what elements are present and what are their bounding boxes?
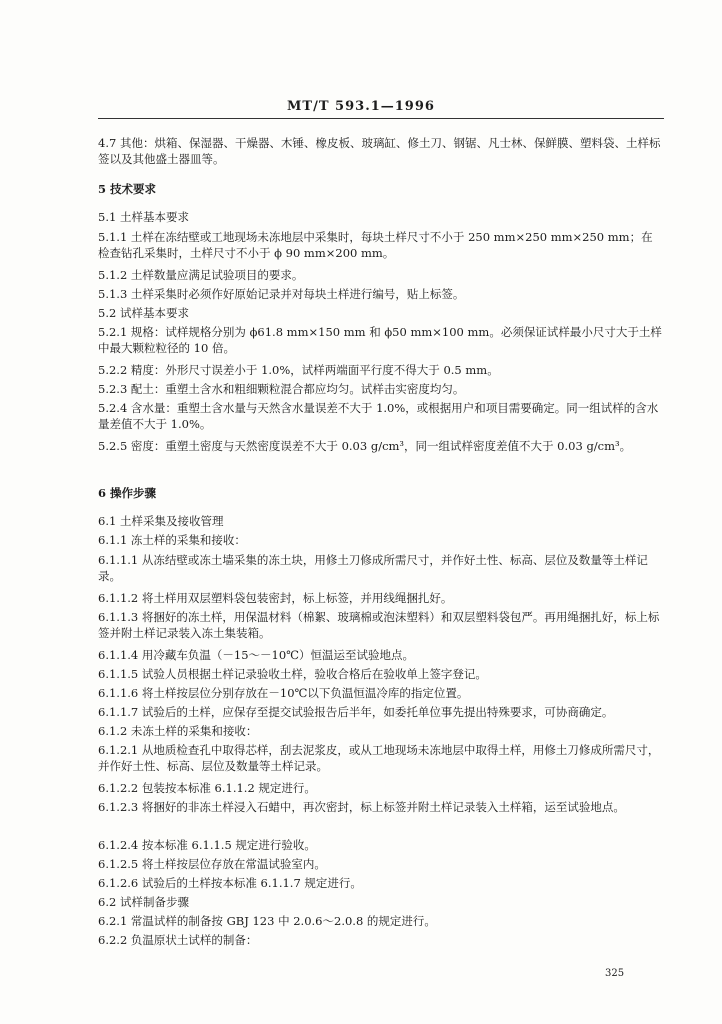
para-5-2-4: 5.2.4 含水量：重塑土含水量与天然含水量误差不大于 1.0%，或根据用户和项目需要确定。同一组试样的含水量差值不大于 1.0%。 — [98, 401, 659, 431]
para-5-2-5: 5.2.5 密度：重塑土密度与天然密度误差不大于 0.03 g/cm³，同一组试样密度差值不大于 0.03 g/cm³。 — [98, 439, 632, 453]
para-6-1-2-6: 6.1.2.6 试验后的土样按本标准 6.1.1.7 规定进行。 — [98, 876, 362, 890]
standard-header: MT/T 593.1—1996 — [287, 99, 435, 114]
heading-6-1: 6.1 土样采集及接收管理 — [98, 514, 224, 528]
page-number: 325 — [605, 968, 625, 979]
para-5-1-3: 5.1.3 土样采集时必须作好原始记录并对每块土样进行编号，贴上标签。 — [98, 287, 465, 301]
para-6-1-2-4: 6.1.2.4 按本标准 6.1.1.5 规定进行验收。 — [98, 838, 316, 852]
para-6-1-1-7: 6.1.1.7 试验后的土样，应保存至提交试验报告后半年，如委托单位事先提出特殊要求，可协商确定。 — [98, 705, 614, 719]
para-5-2-3: 5.2.3 配土：重塑土含水和粗细颗粒混合都应均匀。试样击实密度均匀。 — [98, 382, 465, 396]
heading-5: 5 技术要求 — [98, 182, 157, 196]
para-6-1-2-1: 6.1.2.1 从地质检查孔中取得芯样，刮去泥浆皮，或从工地现场未冻地层中取得土样，用修土刀修成所需尺寸，并作好土性、标高、层位及数量等土样记录。 — [98, 743, 660, 773]
para-6-1-1-5: 6.1.1.5 试验人员根据土样记录验收土样，验收合格后在验收单上签字登记。 — [98, 667, 487, 681]
para-6-1-1-1: 6.1.1.1 从冻结壁或冻土墙采集的冻土块，用修土刀修成所需尺寸，并作好土性、标高、层位及数量等土样记录。 — [98, 553, 648, 583]
para-6-1-1-2: 6.1.1.2 将土样用双层塑料袋包装密封，标上标签，并用线绳捆扎好。 — [98, 591, 453, 605]
para-6-1-2-5: 6.1.2.5 将土样按层位存放在常温试验室内。 — [98, 857, 326, 871]
heading-6: 6 操作步骤 — [98, 486, 157, 500]
heading-6-1-1: 6.1.1 冻土样的采集和接收： — [98, 533, 246, 547]
para-6-1-2-2: 6.1.2.2 包装按本标准 6.1.1.2 规定进行。 — [98, 781, 316, 795]
heading-6-2: 6.2 试样制备步骤 — [98, 895, 189, 909]
heading-6-1-2: 6.1.2 未冻土样的采集和接收： — [98, 724, 258, 738]
para-5-2-2: 5.2.2 精度：外形尺寸误差小于 1.0%，试样两端面平行度不得大于 0.5 mm。 — [98, 363, 499, 377]
para-5-1-1: 5.1.1 土样在冻结壁或工地现场未冻地层中采集时，每块土样尺寸不小于 250 mm×250 mm×250 mm；在检查钻孔采集时，土样尺寸不小于 ϕ 90 mm×200 mm。 — [98, 230, 653, 260]
para-6-1-1-4: 6.1.1.4 用冷藏车负温（－15～－10℃）恒温运至试验地点。 — [98, 648, 415, 662]
para-5-1-2: 5.1.2 土样数量应满足试验项目的要求。 — [98, 268, 304, 282]
para-6-1-2-3: 6.1.2.3 将捆好的非冻土样浸入石蜡中，再次密封，标上标签并附土样记录装入土样箱，运至试验地点。 — [98, 800, 625, 814]
para-6-1-1-3: 6.1.1.3 将捆好的冻土样，用保温材料（棉絮、玻璃棉或泡沫塑料）和双层塑料袋包严。再用绳捆扎好，标上标签并附土样记录装入冻土集装箱。 — [98, 610, 660, 640]
para-4-7: 4.7 其他：烘箱、保湿器、干燥器、木锤、橡皮板、玻璃缸、修土刀、钢锯、凡士林、保鲜膜、塑料袋、土样标签以及其他盛土器皿等。 — [98, 136, 661, 166]
header-rule — [98, 118, 664, 119]
para-6-1-1-6: 6.1.1.6 将土样按层位分别存放在－10℃以下负温恒温冷库的指定位置。 — [98, 686, 469, 700]
heading-5-2: 5.2 试样基本要求 — [98, 306, 189, 320]
heading-5-1: 5.1 土样基本要求 — [98, 210, 189, 224]
para-5-2-1: 5.2.1 规格：试样规格分别为 ϕ61.8 mm×150 mm 和 ϕ50 mm×100 mm。必须保证试样最小尺寸大于土样中最大颗粒粒径的 10 倍。 — [98, 325, 662, 355]
para-6-2-2: 6.2.2 负温原状土试样的制备： — [98, 933, 258, 947]
para-6-2-1: 6.2.1 常温试样的制备按 GBJ 123 中 2.0.6～2.0.8 的规定进行。 — [98, 914, 436, 928]
